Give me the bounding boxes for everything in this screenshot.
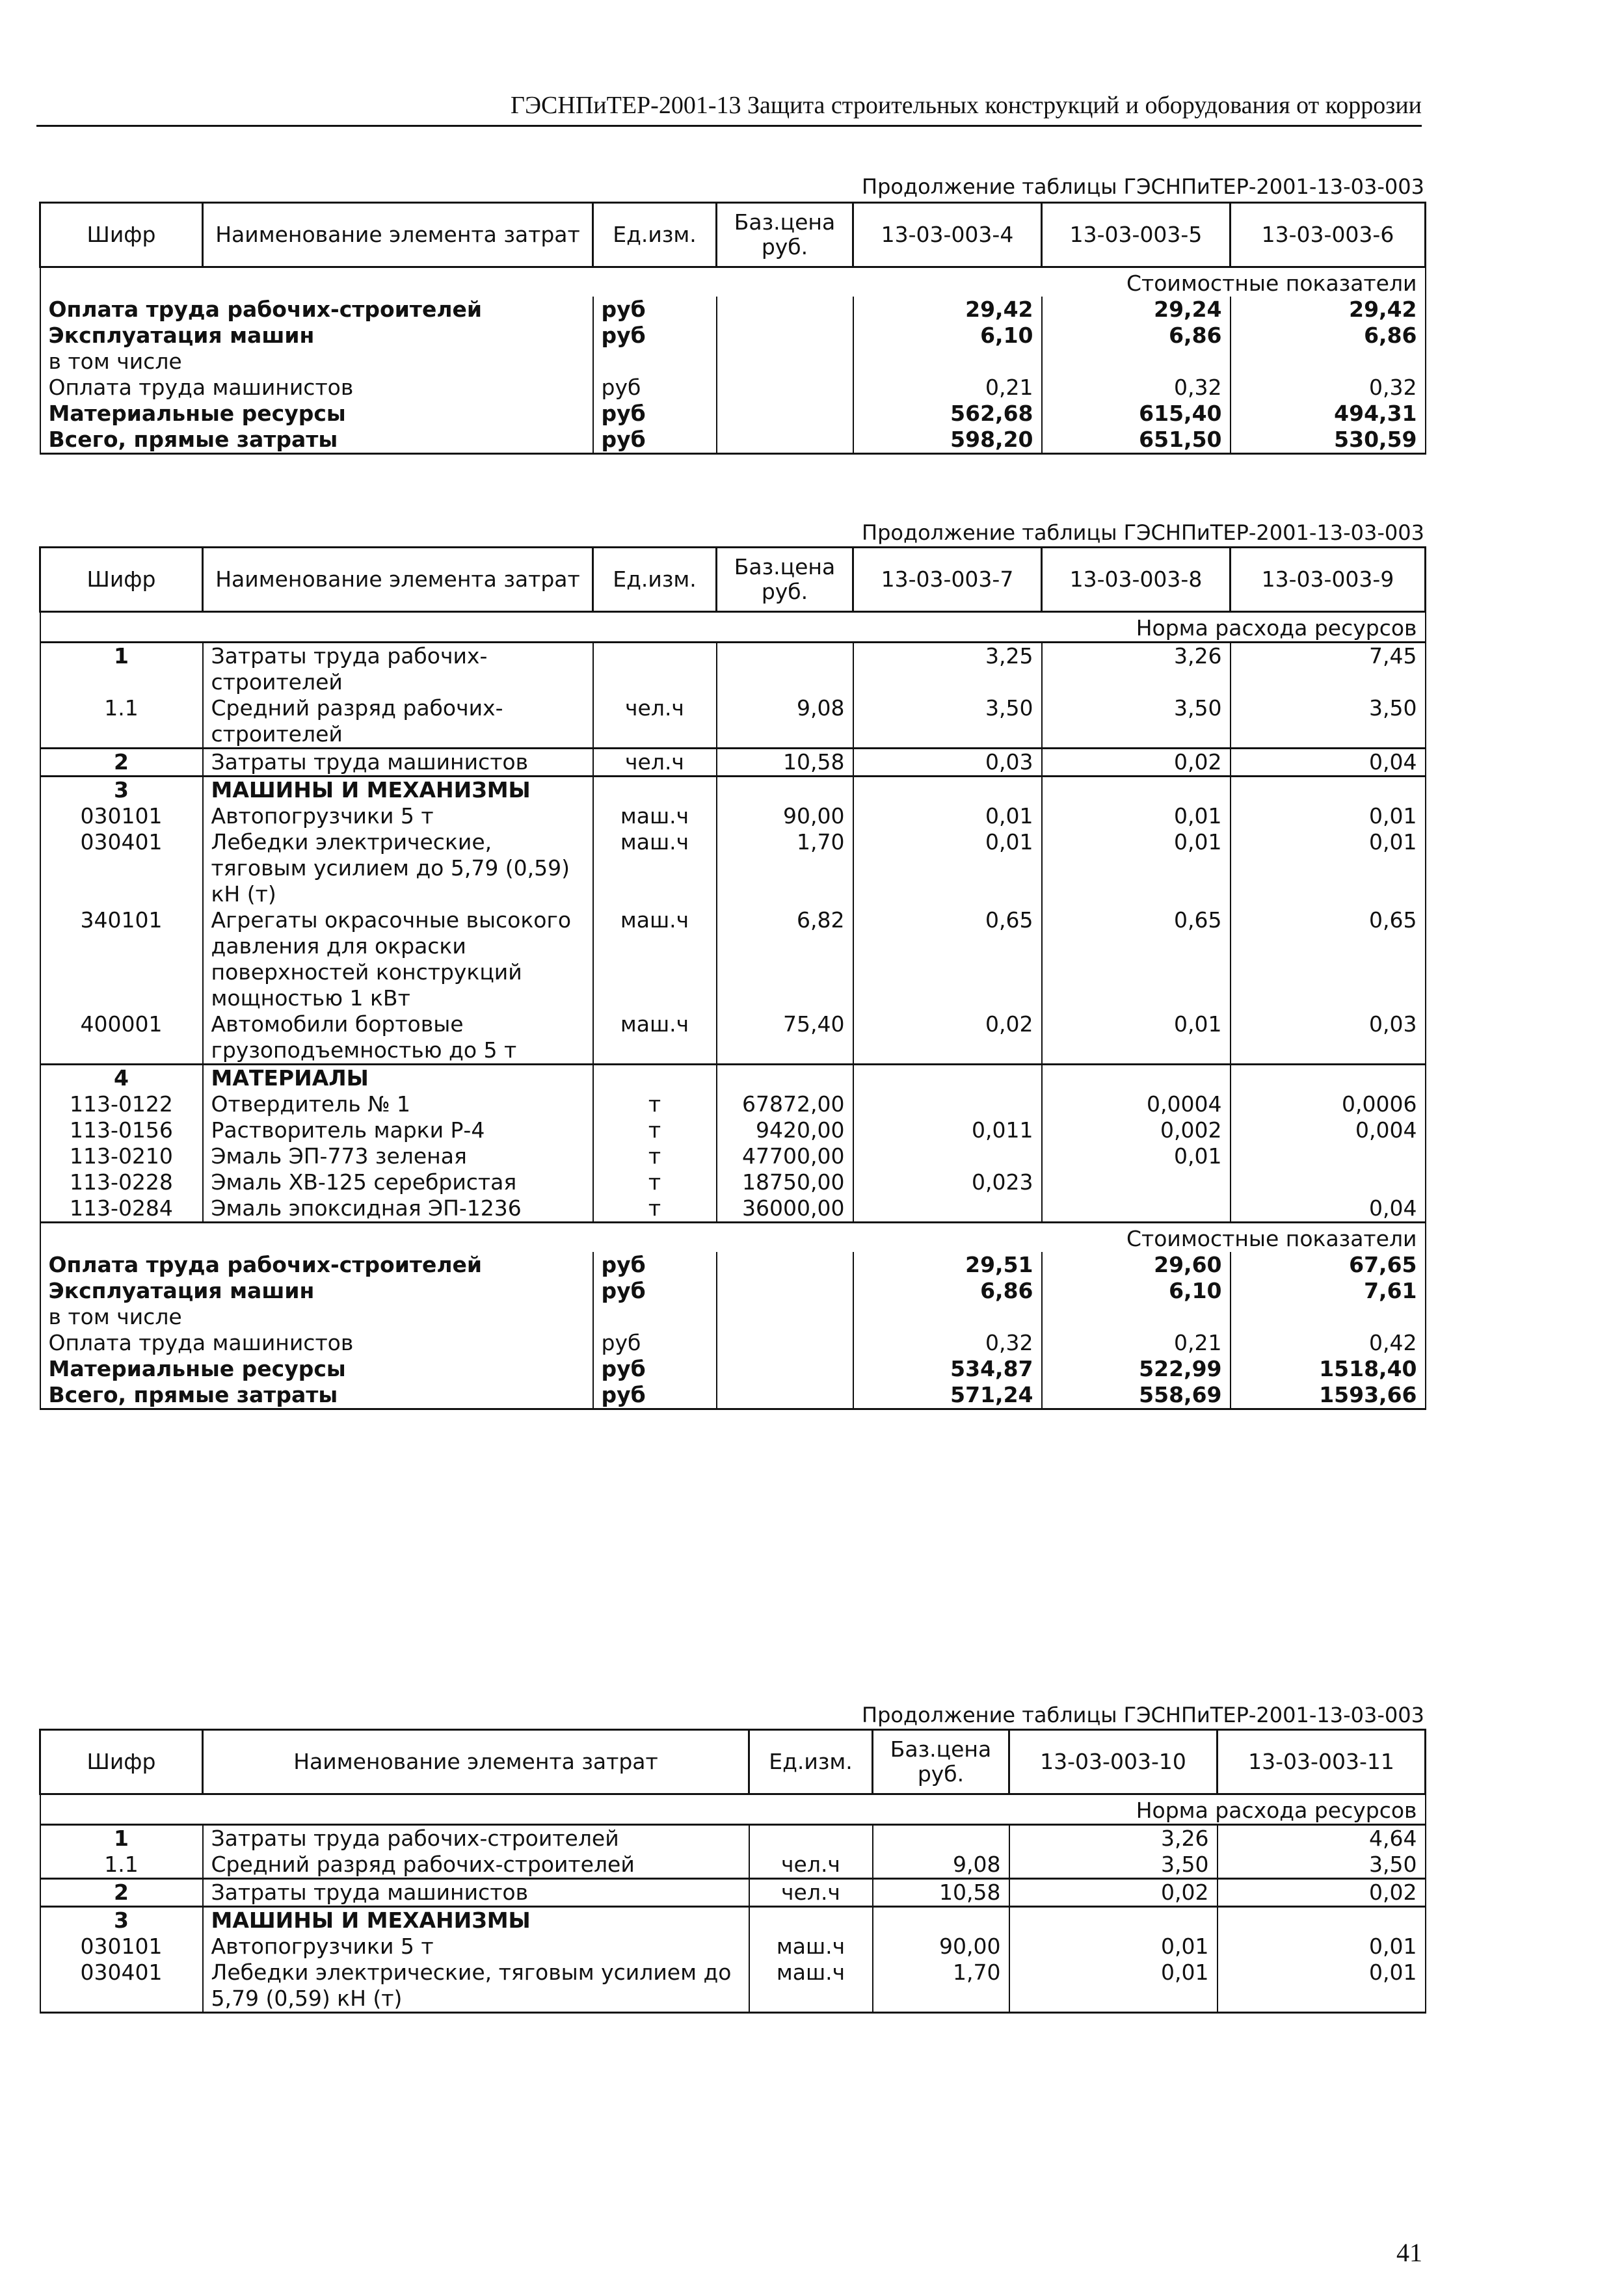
value-cell: 6,86	[1231, 323, 1426, 349]
running-header: ГЭСНПиТЕР-2001-13 Защита строительных конструкций и оборудования от коррозии	[36, 91, 1422, 127]
name-cell: МАШИНЫ И МЕХАНИЗМЫ	[203, 1907, 749, 1934]
value-cell: 0,002	[1042, 1117, 1231, 1143]
price-cell: 18750,00	[717, 1169, 853, 1195]
code-cell: 4	[40, 1065, 203, 1092]
value-cell: 0,01	[1218, 1934, 1426, 1960]
value-cell: 0,004	[1231, 1117, 1426, 1143]
cost-label: Оплата труда машинистов	[40, 375, 593, 401]
value-cell: 29,24	[1042, 297, 1231, 323]
cost-row	[40, 349, 1426, 375]
value-cell: 0,01	[1009, 1960, 1218, 2013]
value-cell	[1042, 777, 1231, 804]
value-cell: 494,31	[1231, 401, 1426, 427]
cost-label: Оплата труда машинистов	[40, 1330, 593, 1356]
price-cell: 90,00	[873, 1934, 1009, 1960]
name-cell: Агрегаты окрасочные высокого давления для окраски поверхностей конструкций мощностью 1 кВт	[203, 907, 593, 1011]
column-header-unit: Ед.изм.	[749, 1730, 873, 1794]
value-cell: 6,10	[1042, 1278, 1231, 1304]
value-cell: 0,03	[1231, 1011, 1426, 1065]
resource-row	[40, 907, 1426, 1011]
section-row	[40, 1223, 1426, 1253]
price-cell	[717, 297, 853, 323]
value-cell	[853, 1195, 1042, 1223]
code-cell: 030101	[40, 1934, 203, 1960]
price-cell	[717, 1065, 853, 1092]
price-cell	[717, 1356, 853, 1382]
cost-row	[40, 297, 1426, 323]
unit-cell: чел.ч	[749, 1852, 873, 1879]
name-cell: Лебедки электрические, тяговым усилием до 5,79 (0,59) кН (т)	[203, 1960, 749, 2013]
resource-row	[40, 1907, 1426, 1934]
resource-row	[40, 1934, 1426, 1960]
cost-row	[40, 1304, 1426, 1330]
value-cell: 3,26	[1042, 643, 1231, 696]
column-header-norm: 13-03-003-7	[853, 548, 1042, 612]
price-cell: 10,58	[873, 1879, 1009, 1907]
cost-label: Материальные ресурсы	[40, 401, 593, 427]
price-cell	[717, 375, 853, 401]
code-cell: 340101	[40, 907, 203, 1011]
name-cell: Эмаль ЭП-773 зеленая	[203, 1143, 593, 1169]
price-cell: 9420,00	[717, 1117, 853, 1143]
cost-label: в том числе	[40, 349, 593, 375]
price-cell	[717, 349, 853, 375]
value-cell: 0,01	[1218, 1960, 1426, 2013]
value-cell	[853, 349, 1042, 375]
unit-cell	[593, 349, 717, 375]
unit-cell	[593, 1065, 717, 1092]
resource-row	[40, 643, 1426, 696]
table-caption: Продолжение таблицы ГЭСНПиТЕР-2001-13-03-003	[862, 520, 1424, 545]
column-header-code: Шифр	[40, 203, 203, 267]
table-caption: Продолжение таблицы ГЭСНПиТЕР-2001-13-03-003	[862, 1703, 1424, 1727]
unit-cell: руб	[593, 1382, 717, 1409]
value-cell: 0,02	[1042, 749, 1231, 777]
cost-row	[40, 323, 1426, 349]
unit-cell: чел.ч	[749, 1879, 873, 1907]
table-caption: Продолжение таблицы ГЭСНПиТЕР-2001-13-03-003	[862, 174, 1424, 199]
resource-row	[40, 1960, 1426, 2013]
name-cell: Эмаль эпоксидная ЭП-1236	[203, 1195, 593, 1223]
value-cell: 571,24	[853, 1382, 1042, 1409]
price-cell	[717, 323, 853, 349]
section-row	[40, 1794, 1426, 1825]
price-cell	[717, 427, 853, 454]
column-header-price: Баз.цена руб.	[717, 548, 853, 612]
value-cell: 6,86	[853, 1278, 1042, 1304]
unit-cell	[593, 643, 717, 696]
unit-cell	[593, 1304, 717, 1330]
resource-row	[40, 1065, 1426, 1092]
cost-row	[40, 427, 1426, 454]
value-cell: 0,32	[1231, 375, 1426, 401]
resource-row	[40, 1825, 1426, 1852]
value-cell: 0,01	[853, 829, 1042, 907]
value-cell: 3,50	[1218, 1852, 1426, 1879]
resource-row	[40, 1091, 1426, 1117]
value-cell: 598,20	[853, 427, 1042, 454]
resource-row	[40, 695, 1426, 749]
value-cell: 1593,66	[1231, 1382, 1426, 1409]
unit-cell: маш.ч	[593, 803, 717, 829]
value-cell: 29,42	[1231, 297, 1426, 323]
column-header-price: Баз.цена руб.	[873, 1730, 1009, 1794]
value-cell: 0,0004	[1042, 1091, 1231, 1117]
value-cell: 0,011	[853, 1117, 1042, 1143]
value-cell: 3,50	[1042, 695, 1231, 749]
unit-cell: маш.ч	[593, 1011, 717, 1065]
column-header-norm: 13-03-003-10	[1009, 1730, 1218, 1794]
name-cell: Затраты труда машинистов	[203, 1879, 749, 1907]
code-cell: 2	[40, 1879, 203, 1907]
cost-label: Всего, прямые затраты	[40, 1382, 593, 1409]
price-cell	[717, 777, 853, 804]
code-cell: 1	[40, 643, 203, 696]
resource-row	[40, 1117, 1426, 1143]
unit-cell	[749, 1825, 873, 1852]
unit-cell: чел.ч	[593, 695, 717, 749]
name-cell: Затраты труда рабочих-строителей	[203, 1825, 749, 1852]
value-cell: 1518,40	[1231, 1356, 1426, 1382]
value-cell: 0,01	[1042, 829, 1231, 907]
column-header-norm: 13-03-003-11	[1218, 1730, 1426, 1794]
header-row	[40, 1730, 1426, 1794]
code-cell: 030401	[40, 1960, 203, 2013]
value-cell: 3,25	[853, 643, 1042, 696]
value-cell: 0,01	[1231, 829, 1426, 907]
page-number: 41	[1396, 2238, 1422, 2267]
column-header-norm: 13-03-003-4	[853, 203, 1042, 267]
code-cell: 113-0228	[40, 1169, 203, 1195]
section-row	[40, 267, 1426, 297]
value-cell: 6,10	[853, 323, 1042, 349]
price-cell: 75,40	[717, 1011, 853, 1065]
code-cell: 030101	[40, 803, 203, 829]
price-cell: 9,08	[873, 1852, 1009, 1879]
value-cell: 4,64	[1218, 1825, 1426, 1852]
price-cell	[717, 1382, 853, 1409]
value-cell: 0,01	[1231, 803, 1426, 829]
unit-cell: руб	[593, 375, 717, 401]
value-cell: 0,01	[1009, 1934, 1218, 1960]
name-cell: Отвердитель № 1	[203, 1091, 593, 1117]
value-cell	[1231, 1169, 1426, 1195]
cost-label: Оплата труда рабочих-строителей	[40, 1252, 593, 1278]
unit-cell	[749, 1907, 873, 1934]
name-cell: МАШИНЫ И МЕХАНИЗМЫ	[203, 777, 593, 804]
value-cell: 3,26	[1009, 1825, 1218, 1852]
cost-label: Материальные ресурсы	[40, 1356, 593, 1382]
price-cell: 1,70	[873, 1960, 1009, 2013]
cost-row	[40, 1382, 1426, 1409]
value-cell: 0,65	[1042, 907, 1231, 1011]
norm-table-2	[39, 546, 1426, 1410]
resource-row	[40, 803, 1426, 829]
code-cell: 1.1	[40, 695, 203, 749]
value-cell	[1042, 1065, 1231, 1092]
unit-cell: руб	[593, 1252, 717, 1278]
value-cell	[1231, 349, 1426, 375]
name-cell: Автопогрузчики 5 т	[203, 1934, 749, 1960]
value-cell	[853, 1065, 1042, 1092]
name-cell: Автопогрузчики 5 т	[203, 803, 593, 829]
value-cell	[1009, 1907, 1218, 1934]
column-header-name: Наименование элемента затрат	[203, 548, 593, 612]
value-cell: 0,023	[853, 1169, 1042, 1195]
column-header-norm: 13-03-003-9	[1231, 548, 1426, 612]
code-cell: 113-0284	[40, 1195, 203, 1223]
column-header-unit: Ед.изм.	[593, 548, 717, 612]
resource-row	[40, 1011, 1426, 1065]
value-cell	[1042, 1195, 1231, 1223]
value-cell	[1218, 1907, 1426, 1934]
price-cell	[873, 1907, 1009, 1934]
value-cell: 0,42	[1231, 1330, 1426, 1356]
norm-table-3	[39, 1729, 1426, 2014]
value-cell: 0,0006	[1231, 1091, 1426, 1117]
cost-label: Эксплуатация машин	[40, 1278, 593, 1304]
unit-cell: т	[593, 1117, 717, 1143]
norm-table-1	[39, 202, 1426, 455]
name-cell: Лебедки электрические, тяговым усилием до 5,79 (0,59) кН (т)	[203, 829, 593, 907]
price-cell	[873, 1825, 1009, 1852]
section-label: Стоимостные показатели	[40, 267, 1426, 297]
unit-cell: руб	[593, 1356, 717, 1382]
price-cell	[717, 1330, 853, 1356]
unit-cell: маш.ч	[749, 1960, 873, 2013]
cost-label: в том числе	[40, 1304, 593, 1330]
code-cell: 113-0122	[40, 1091, 203, 1117]
name-cell: Затраты труда машинистов	[203, 749, 593, 777]
code-cell: 3	[40, 1907, 203, 1934]
cost-label: Всего, прямые затраты	[40, 427, 593, 454]
value-cell: 0,02	[853, 1011, 1042, 1065]
value-cell: 6,86	[1042, 323, 1231, 349]
value-cell: 0,01	[1042, 1143, 1231, 1169]
value-cell	[1231, 777, 1426, 804]
price-cell: 10,58	[717, 749, 853, 777]
value-cell	[853, 1091, 1042, 1117]
value-cell: 615,40	[1042, 401, 1231, 427]
value-cell	[853, 777, 1042, 804]
price-cell	[717, 643, 853, 696]
unit-cell	[593, 777, 717, 804]
unit-cell: маш.ч	[593, 907, 717, 1011]
name-cell: Средний разряд рабочих-строителей	[203, 1852, 749, 1879]
column-header-code: Шифр	[40, 548, 203, 612]
column-header-norm: 13-03-003-6	[1231, 203, 1426, 267]
value-cell	[853, 1304, 1042, 1330]
value-cell: 0,02	[1218, 1879, 1426, 1907]
price-cell	[717, 401, 853, 427]
value-cell	[1231, 1143, 1426, 1169]
value-cell: 0,04	[1231, 1195, 1426, 1223]
price-cell: 47700,00	[717, 1143, 853, 1169]
name-cell: Затраты труда рабочих-строителей	[203, 643, 593, 696]
value-cell	[853, 1143, 1042, 1169]
section-label: Норма расхода ресурсов	[40, 1794, 1426, 1825]
value-cell: 0,01	[853, 803, 1042, 829]
value-cell: 29,51	[853, 1252, 1042, 1278]
unit-cell: чел.ч	[593, 749, 717, 777]
value-cell: 0,01	[1042, 1011, 1231, 1065]
value-cell: 522,99	[1042, 1356, 1231, 1382]
value-cell: 534,87	[853, 1356, 1042, 1382]
value-cell: 0,32	[1042, 375, 1231, 401]
unit-cell: руб	[593, 297, 717, 323]
value-cell: 3,50	[1231, 695, 1426, 749]
unit-cell: т	[593, 1195, 717, 1223]
value-cell: 3,50	[853, 695, 1042, 749]
cost-row	[40, 401, 1426, 427]
value-cell: 67,65	[1231, 1252, 1426, 1278]
price-cell	[717, 1278, 853, 1304]
value-cell	[1042, 1304, 1231, 1330]
price-cell: 67872,00	[717, 1091, 853, 1117]
code-cell: 3	[40, 777, 203, 804]
price-cell: 1,70	[717, 829, 853, 907]
value-cell	[1042, 1169, 1231, 1195]
value-cell: 7,45	[1231, 643, 1426, 696]
unit-cell: т	[593, 1169, 717, 1195]
unit-cell: руб	[593, 1330, 717, 1356]
column-header-norm: 13-03-003-8	[1042, 548, 1231, 612]
column-header-code: Шифр	[40, 1730, 203, 1794]
header-row	[40, 548, 1426, 612]
unit-cell: руб	[593, 401, 717, 427]
resource-row	[40, 1169, 1426, 1195]
code-cell: 1.1	[40, 1852, 203, 1879]
header-row	[40, 203, 1426, 267]
name-cell: Средний разряд рабочих-строителей	[203, 695, 593, 749]
column-header-name: Наименование элемента затрат	[203, 203, 593, 267]
resource-row	[40, 749, 1426, 777]
price-cell: 36000,00	[717, 1195, 853, 1223]
unit-cell: т	[593, 1091, 717, 1117]
value-cell: 0,03	[853, 749, 1042, 777]
name-cell: Растворитель марки Р-4	[203, 1117, 593, 1143]
cost-row	[40, 1356, 1426, 1382]
value-cell: 0,21	[853, 375, 1042, 401]
code-cell: 2	[40, 749, 203, 777]
value-cell: 29,42	[853, 297, 1042, 323]
resource-row	[40, 829, 1426, 907]
value-cell: 562,68	[853, 401, 1042, 427]
column-header-price: Баз.цена руб.	[717, 203, 853, 267]
value-cell: 7,61	[1231, 1278, 1426, 1304]
value-cell: 0,21	[1042, 1330, 1231, 1356]
section-label: Стоимостные показатели	[40, 1223, 1426, 1253]
value-cell	[1042, 349, 1231, 375]
resource-row	[40, 1852, 1426, 1879]
unit-cell: руб	[593, 427, 717, 454]
value-cell	[1231, 1065, 1426, 1092]
value-cell: 0,65	[853, 907, 1042, 1011]
cost-label: Оплата труда рабочих-строителей	[40, 297, 593, 323]
cost-row	[40, 375, 1426, 401]
value-cell	[1231, 1304, 1426, 1330]
cost-row	[40, 1252, 1426, 1278]
resource-row	[40, 1143, 1426, 1169]
value-cell: 651,50	[1042, 427, 1231, 454]
column-header-unit: Ед.изм.	[593, 203, 717, 267]
section-label: Норма расхода ресурсов	[40, 612, 1426, 643]
value-cell: 29,60	[1042, 1252, 1231, 1278]
value-cell: 0,02	[1009, 1879, 1218, 1907]
column-header-norm: 13-03-003-5	[1042, 203, 1231, 267]
value-cell: 0,32	[853, 1330, 1042, 1356]
value-cell: 3,50	[1009, 1852, 1218, 1879]
name-cell: Автомобили бортовые грузоподъемностью до 5 т	[203, 1011, 593, 1065]
resource-row	[40, 1879, 1426, 1907]
unit-cell: руб	[593, 1278, 717, 1304]
price-cell	[717, 1304, 853, 1330]
cost-label: Эксплуатация машин	[40, 323, 593, 349]
code-cell: 1	[40, 1825, 203, 1852]
code-cell: 030401	[40, 829, 203, 907]
section-row	[40, 612, 1426, 643]
value-cell: 0,04	[1231, 749, 1426, 777]
resource-row	[40, 777, 1426, 804]
unit-cell: маш.ч	[749, 1934, 873, 1960]
value-cell: 0,01	[1042, 803, 1231, 829]
name-cell: МАТЕРИАЛЫ	[203, 1065, 593, 1092]
column-header-name: Наименование элемента затрат	[203, 1730, 749, 1794]
resource-row	[40, 1195, 1426, 1223]
value-cell: 530,59	[1231, 427, 1426, 454]
unit-cell: т	[593, 1143, 717, 1169]
unit-cell: руб	[593, 323, 717, 349]
price-cell	[717, 1252, 853, 1278]
price-cell: 90,00	[717, 803, 853, 829]
code-cell: 400001	[40, 1011, 203, 1065]
code-cell: 113-0210	[40, 1143, 203, 1169]
cost-row	[40, 1278, 1426, 1304]
unit-cell: маш.ч	[593, 829, 717, 907]
code-cell: 113-0156	[40, 1117, 203, 1143]
value-cell: 0,65	[1231, 907, 1426, 1011]
name-cell: Эмаль ХВ-125 серебристая	[203, 1169, 593, 1195]
price-cell: 6,82	[717, 907, 853, 1011]
value-cell: 558,69	[1042, 1382, 1231, 1409]
price-cell: 9,08	[717, 695, 853, 749]
cost-row	[40, 1330, 1426, 1356]
